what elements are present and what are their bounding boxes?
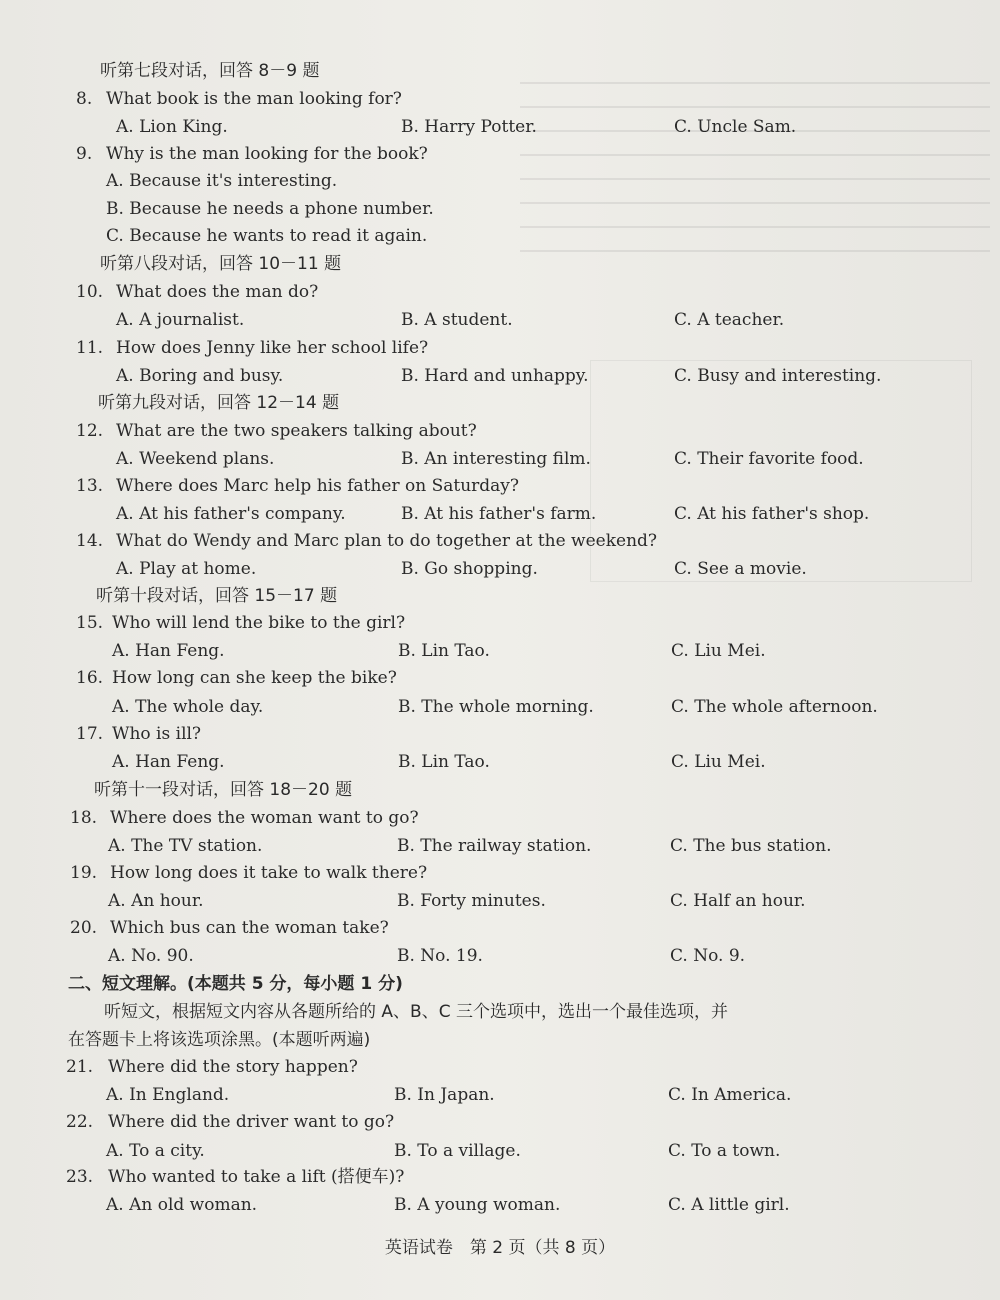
option-a: A. The TV station. (108, 836, 263, 856)
option-a: A. Han Feng. (112, 752, 225, 772)
option-c: C. Liu Mei. (671, 752, 766, 772)
option-c: C. Uncle Sam. (674, 117, 797, 137)
option-a: A. Weekend plans. (116, 449, 275, 469)
option-b: B. Hard and unhappy. (401, 366, 589, 386)
option-b: B. In Japan. (394, 1085, 495, 1105)
option-c: C. The whole afternoon. (671, 697, 878, 717)
option-a: A. Boring and busy. (116, 366, 284, 386)
option-c: C. In America. (668, 1085, 792, 1105)
option-a: A. The whole day. (112, 697, 264, 717)
option-a: A. Lion King. (116, 117, 228, 137)
option-c: C. Busy and interesting. (674, 366, 882, 386)
option-b: B. To a village. (394, 1141, 521, 1161)
option-b: B. No. 19. (397, 946, 483, 966)
option-c: C. Their favorite food. (674, 449, 864, 469)
option-b: B. A young woman. (394, 1195, 561, 1215)
option-a: A. Han Feng. (112, 641, 225, 661)
option-c: C. To a town. (668, 1141, 781, 1161)
option-b: B. Go shopping. (401, 559, 538, 579)
option-b: B. Forty minutes. (397, 891, 546, 911)
option-b: B. Harry Potter. (401, 117, 537, 137)
option-b: B. At his father's farm. (401, 504, 597, 524)
option-c: C. See a movie. (674, 559, 807, 579)
option-b: B. Lin Tao. (398, 641, 490, 661)
option-c: C. Half an hour. (670, 891, 806, 911)
option-c: C. A little girl. (668, 1195, 790, 1215)
option-a: A. At his father's company. (116, 504, 346, 524)
option-c: C. Liu Mei. (671, 641, 766, 661)
option-c: C. At his father's shop. (674, 504, 870, 524)
option-a: A. Play at home. (116, 559, 257, 579)
option-b: B. Lin Tao. (398, 752, 490, 772)
option-c: C. No. 9. (670, 946, 746, 966)
option-a: A. An old woman. (106, 1195, 258, 1215)
option-a: A. In England. (106, 1085, 230, 1105)
option-b: B. An interesting film. (401, 449, 591, 469)
option-a: A. To a city. (106, 1141, 205, 1161)
page-content: 听第七段对话，回答 8－9 题 8. What book is the man looking for? A. Lion King. B. Harry Potter. C. Uncle Sam. 9. Why is the man looking for the book? A. Because it's interesting. B. Because he needs a phone number. C. Because he wants to read it again. 听第八段对话，回答 10－11 题 10. What does the man do? A. A journalist. B. A student. C. A teacher. 11. How does Jenny like her school life? A. Boring and busy. B. Hard and unhappy. C. Busy and interesting. 听第九段对话，回答 12－14 题 12. What are the two speakers talking about? A. Weekend plans. B. An interesting film. C. Their favorite food. 13. Where does Marc help his father on Saturday? A. At his father's company. B. At his father's farm. C. At his father's shop. 14. What do Wendy and Marc plan to do together at the weekend? A. Play at home. B. Go shopping. C. See a movie. 听第十段对话，回答 15－17 题 15. Who will lend the bike to the girl? A. Han Feng. B. Lin Tao. C. Liu Mei. 16. How long can she keep the bike? A. The whole day. B. The whole morning. C. The whole afternoon. 17. Who is ill? A. Han Feng. B. Lin Tao. C. Liu Mei. 听第十一段对话，回答 18－20 题 18. Where does the woman want to go? A. The TV station. B. The railway station. C. The bus station. 19. How long does it take to walk there? A. An hour. B. Forty minutes. C. Half an hour. 20. Which bus can the woman take? A. No. 90. B. No. 19. C. No. 9. 二、短文理解。(本题共 5 分，每小题 1 分) 听短文，根据短文内容从各题所给的 A、B、C 三个选项中，选出一个最佳选项，并 在答题卡上将该选项涂黑。(本题听两遍) 21. Where did the story happen? A. In England. B. In Japan. C. In America. 22. Where did the driver want to go? A. To a city. B. To a village. C. To a town. 23. Who wanted to take a lift (搭便车)? A. An old woman. B. A young woman. C. A little girl. 英语试卷 第 2 页（共 8 页） (0, 0, 1000, 1300)
option-b: B. The railway station. (397, 836, 592, 856)
page-footer: 英语试卷 第 2 页（共 8 页） (384, 1238, 616, 1258)
option-b: B. A student. (401, 310, 513, 330)
option-c: C. A teacher. (674, 310, 785, 330)
option-b: B. The whole morning. (398, 697, 594, 717)
option-c: C. The bus station. (670, 836, 832, 856)
option-a: A. A journalist. (116, 310, 245, 330)
option-a: A. No. 90. (108, 946, 194, 966)
option-a: A. An hour. (108, 891, 204, 911)
